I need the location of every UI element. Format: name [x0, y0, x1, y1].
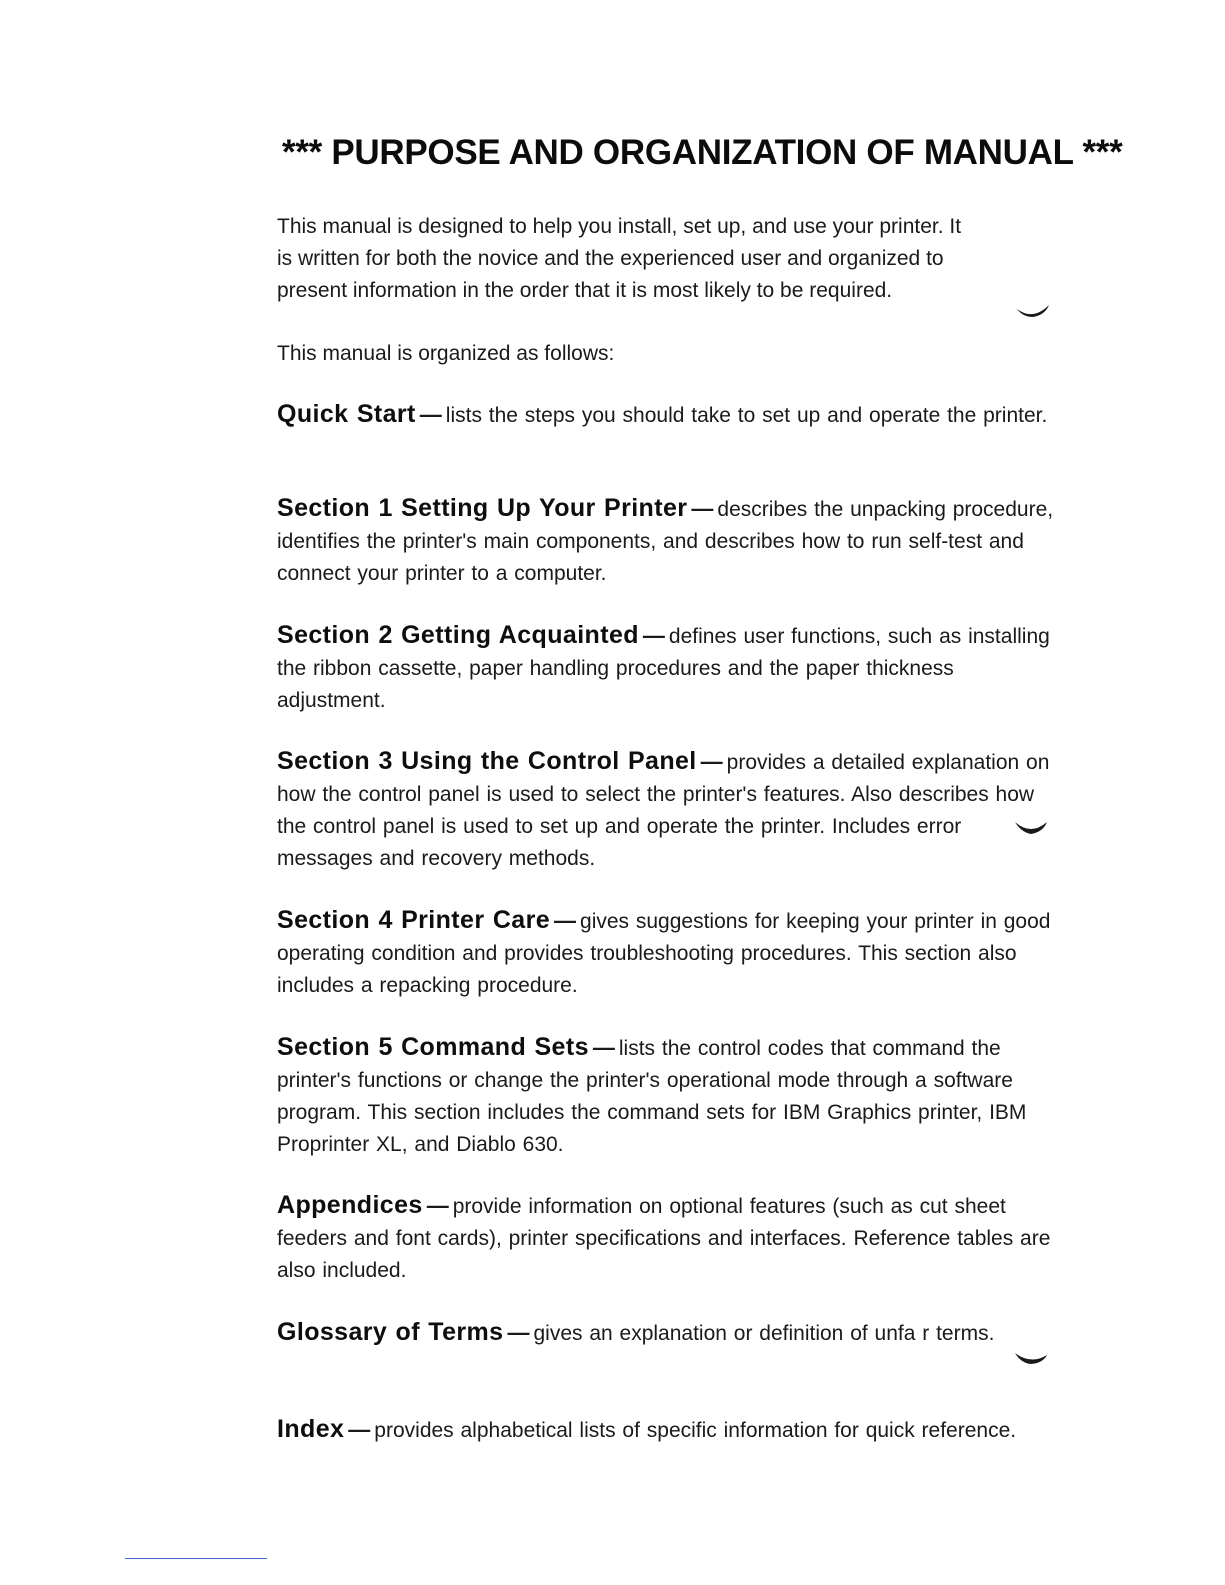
section-description: describes the unpacking procedure, identifies the printer's main components, and describes how to run self-test and connect your printer to a computer.: [277, 498, 1054, 585]
section-heading: Section 3 Using the Control Panel: [277, 747, 697, 775]
intro-paragraph: [277, 211, 1077, 307]
section-glossary: [277, 1316, 1057, 1350]
section-heading: Quick Start: [277, 400, 416, 428]
section-description: gives suggestions for keeping your printer in good operating condition and provides troubleshooting procedures. This section also includes a repacking procedure.: [277, 910, 1051, 997]
organized-as-text: This manual is organized as follows:: [277, 342, 615, 365]
section-heading: Glossary of Terms: [277, 1318, 504, 1346]
scan-smudge-icon: [1015, 303, 1051, 321]
em-dash: —: [592, 1035, 615, 1060]
intro-line-2: is written for both the novice and the experienced user and organized to: [277, 247, 944, 270]
section-quick-start: [277, 398, 1057, 432]
section-appendices: [277, 1189, 1057, 1287]
section-description: provides a detailed explanation on how the control panel is used to select the printer's features. Also describes how the control panel is used to set up and operate the printer. Includes error messages and recovery methods.: [277, 751, 1050, 870]
section-2: [277, 619, 1057, 717]
section-1: [277, 492, 1057, 590]
section-description: defines user functions, such as installing the ribbon cassette, paper handling procedures and the paper thickness adjustment.: [277, 625, 1050, 712]
em-dash: —: [348, 1417, 371, 1442]
section-heading: Section 1 Setting Up Your Printer: [277, 494, 688, 522]
section-description: provide information on optional features (such as cut sheet feeders and font cards), printer specifications and interfaces. Reference tables are also included.: [277, 1195, 1051, 1282]
em-dash: —: [642, 623, 665, 648]
section-heading: Section 5 Command Sets: [277, 1033, 589, 1061]
section-description: lists the steps you should take to set up and operate the printer.: [445, 404, 1048, 427]
em-dash: —: [700, 749, 723, 774]
em-dash: —: [419, 402, 442, 427]
intro-line-1: This manual is designed to help you install, set up, and use your printer. It: [277, 215, 962, 238]
section-description: lists the control codes that command the printer's functions or change the printer's operational mode through a software program. This section includes the command sets for IBM Graphics printer, IBM Proprinter XL, and Diablo 630.: [277, 1037, 1027, 1156]
em-dash: —: [507, 1320, 530, 1345]
section-description: provides alphabetical lists of specific information for quick reference.: [374, 1419, 1017, 1442]
page-title: *** PURPOSE AND ORGANIZATION OF MANUAL ***: [282, 133, 1123, 172]
section-5: [277, 1031, 1057, 1161]
scan-smudge-icon: [1013, 1349, 1049, 1367]
intro-line-3: present information in the order that it is most likely to be required.: [277, 279, 893, 302]
section-heading: Index: [277, 1415, 345, 1443]
em-dash: —: [691, 496, 714, 521]
section-4: [277, 904, 1057, 1002]
section-heading: Section 4 Printer Care: [277, 906, 551, 934]
section-3: [277, 745, 1057, 875]
em-dash: —: [554, 908, 577, 933]
section-index: [277, 1413, 1057, 1447]
footer-rule: [125, 1558, 267, 1559]
section-description: gives an explanation or definition of unfa r terms.: [533, 1322, 995, 1345]
em-dash: —: [426, 1193, 449, 1218]
section-heading: Section 2 Getting Acquainted: [277, 621, 639, 649]
scan-smudge-icon: [1013, 818, 1049, 836]
section-heading: Appendices: [277, 1191, 423, 1219]
